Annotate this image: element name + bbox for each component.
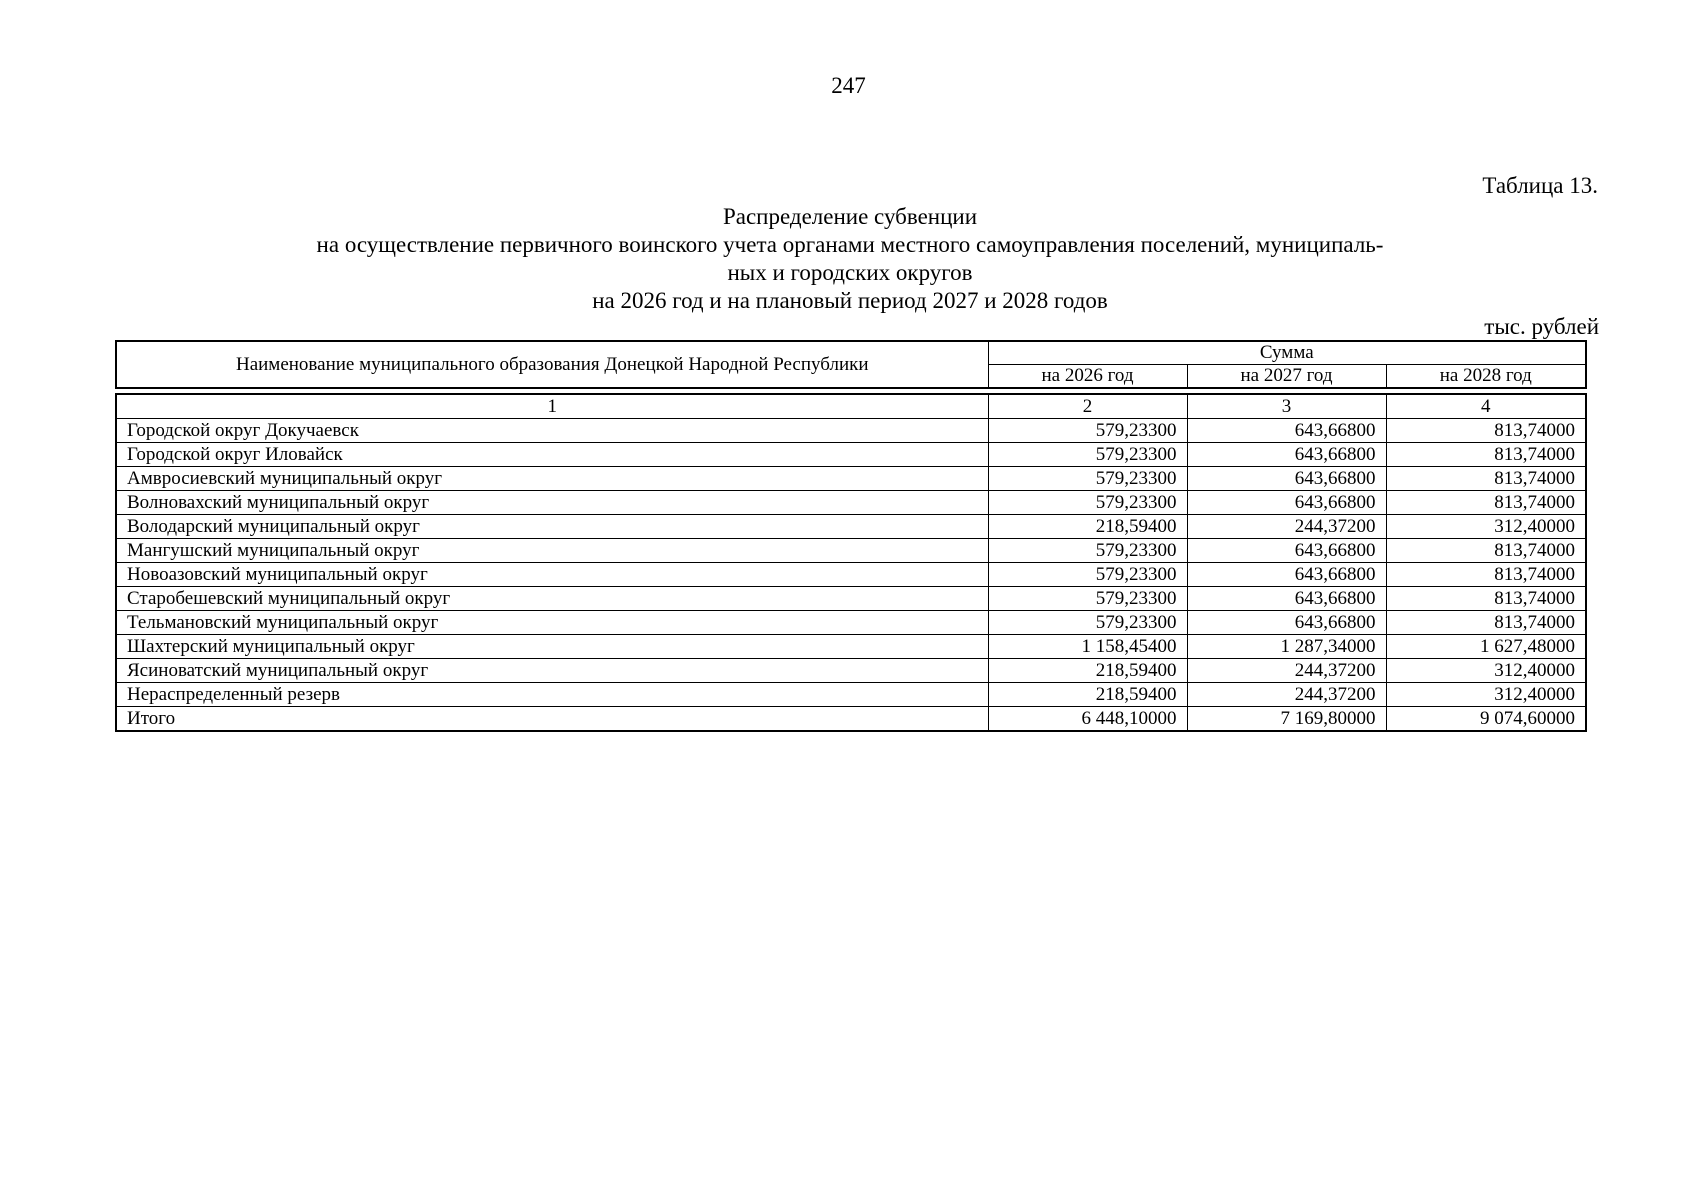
amount-2027-cell: 244,37200 xyxy=(1187,683,1386,707)
amount-2028-cell: 312,40000 xyxy=(1386,683,1586,707)
amount-2027-cell: 643,66800 xyxy=(1187,491,1386,515)
column-index-2: 2 xyxy=(988,394,1187,419)
amount-2027-cell: 244,37200 xyxy=(1187,515,1386,539)
page-number: 247 xyxy=(831,73,866,98)
header-sum-group: Сумма xyxy=(988,341,1586,365)
table-row xyxy=(116,587,1586,611)
amount-2028-cell: 312,40000 xyxy=(1386,515,1586,539)
municipality-name-cell: Городской округ Докучаевск xyxy=(116,419,988,443)
table-row xyxy=(116,563,1586,587)
table-row xyxy=(116,683,1586,707)
amount-2028-cell: 813,74000 xyxy=(1386,419,1586,443)
units-label: тыс. рублей xyxy=(1484,314,1599,339)
amount-2026-cell: 6 448,10000 xyxy=(988,707,1187,732)
municipality-name-cell: Городской округ Иловайск xyxy=(116,443,988,467)
table-row xyxy=(116,419,1586,443)
amount-2028-cell: 813,74000 xyxy=(1386,539,1586,563)
amount-2028-cell: 813,74000 xyxy=(1386,491,1586,515)
table-row xyxy=(116,467,1586,491)
table-row xyxy=(116,659,1586,683)
amount-2028-cell: 813,74000 xyxy=(1386,443,1586,467)
column-index-4: 4 xyxy=(1386,394,1586,419)
amount-2026-cell: 218,59400 xyxy=(988,683,1187,707)
amount-2028-cell: 9 074,60000 xyxy=(1386,707,1586,732)
amount-2026-cell: 579,23300 xyxy=(988,443,1187,467)
table-row xyxy=(116,443,1586,467)
municipality-name-cell: Волновахский муниципальный округ xyxy=(116,491,988,515)
amount-2027-cell: 7 169,80000 xyxy=(1187,707,1386,732)
table-title xyxy=(250,203,1450,315)
municipality-name-cell: Итого xyxy=(116,707,988,732)
table-row xyxy=(116,635,1586,659)
amount-2027-cell: 643,66800 xyxy=(1187,467,1386,491)
amount-2027-cell: 244,37200 xyxy=(1187,659,1386,683)
municipality-name-cell: Нераспределенный резерв xyxy=(116,683,988,707)
amount-2027-cell: 643,66800 xyxy=(1187,539,1386,563)
amount-2028-cell: 312,40000 xyxy=(1386,659,1586,683)
title-line-2: на осуществление первичного воинского учета органами местного самоуправления поселений, муниципаль- xyxy=(316,232,1384,257)
table-row xyxy=(116,611,1586,635)
table-row xyxy=(116,515,1586,539)
municipality-name-cell: Ясиноватский муниципальный округ xyxy=(116,659,988,683)
amount-2026-cell: 579,23300 xyxy=(988,587,1187,611)
amount-2027-cell: 1 287,34000 xyxy=(1187,635,1386,659)
municipality-name-cell: Старобешевский муниципальный округ xyxy=(116,587,988,611)
table-row xyxy=(116,491,1586,515)
header-name-column: Наименование муниципального образования Донецкой Народной Республики xyxy=(116,341,988,388)
amount-2027-cell: 643,66800 xyxy=(1187,611,1386,635)
amount-2027-cell: 643,66800 xyxy=(1187,587,1386,611)
table-label: Таблица 13. xyxy=(1482,173,1598,198)
amount-2028-cell: 813,74000 xyxy=(1386,563,1586,587)
amount-2026-cell: 579,23300 xyxy=(988,611,1187,635)
amount-2027-cell: 643,66800 xyxy=(1187,419,1386,443)
municipality-name-cell: Новоазовский муниципальный округ xyxy=(116,563,988,587)
amount-2026-cell: 579,23300 xyxy=(988,467,1187,491)
subvention-table xyxy=(115,340,1585,732)
amount-2026-cell: 579,23300 xyxy=(988,491,1187,515)
municipality-name-cell: Володарский муниципальный округ xyxy=(116,515,988,539)
municipality-name-cell: Мангушский муниципальный округ xyxy=(116,539,988,563)
amount-2026-cell: 579,23300 xyxy=(988,539,1187,563)
header-year-2027: на 2027 год xyxy=(1187,365,1386,389)
title-line-4: на 2026 год и на плановый период 2027 и 2028 годов xyxy=(592,288,1108,313)
header-year-2028: на 2028 год xyxy=(1386,365,1586,389)
amount-2028-cell: 813,74000 xyxy=(1386,467,1586,491)
column-index-3: 3 xyxy=(1187,394,1386,419)
municipality-name-cell: Шахтерский муниципальный округ xyxy=(116,635,988,659)
amount-2026-cell: 218,59400 xyxy=(988,515,1187,539)
amount-2027-cell: 643,66800 xyxy=(1187,443,1386,467)
table-body xyxy=(115,393,1587,732)
column-index-1: 1 xyxy=(116,394,988,419)
amount-2028-cell: 1 627,48000 xyxy=(1386,635,1586,659)
amount-2026-cell: 579,23300 xyxy=(988,419,1187,443)
amount-2026-cell: 579,23300 xyxy=(988,563,1187,587)
amount-2026-cell: 218,59400 xyxy=(988,659,1187,683)
municipality-name-cell: Амвросиевский муниципальный округ xyxy=(116,467,988,491)
column-index-row xyxy=(116,394,1586,419)
header-year-2026: на 2026 год xyxy=(988,365,1187,389)
title-line-3: ных и городских округов xyxy=(727,260,973,285)
amount-2026-cell: 1 158,45400 xyxy=(988,635,1187,659)
table-header xyxy=(115,340,1587,389)
table-row xyxy=(116,539,1586,563)
amount-2028-cell: 813,74000 xyxy=(1386,611,1586,635)
municipality-name-cell: Тельмановский муниципальный округ xyxy=(116,611,988,635)
amount-2027-cell: 643,66800 xyxy=(1187,563,1386,587)
title-line-1: Распределение субвенции xyxy=(722,204,978,229)
amount-2028-cell: 813,74000 xyxy=(1386,587,1586,611)
total-row xyxy=(116,707,1586,732)
